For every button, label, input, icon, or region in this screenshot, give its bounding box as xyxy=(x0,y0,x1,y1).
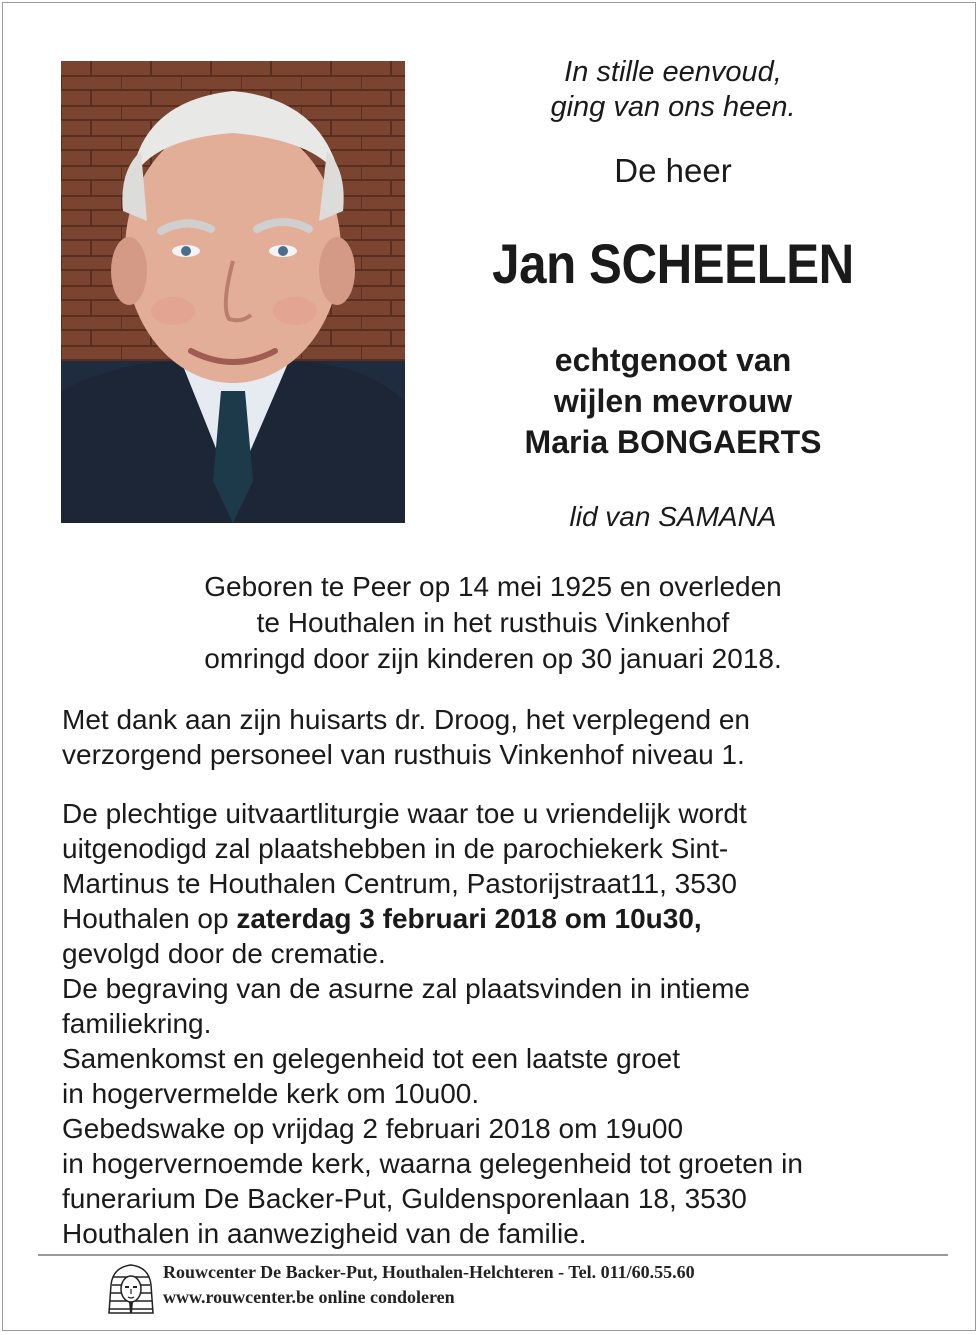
funeral-line: Houthalen in aanwezigheid van de familie. xyxy=(62,1218,587,1249)
spouse-line-1: echtgenoot van xyxy=(554,342,792,378)
funeral-line: De begraving van de asurne zal plaatsvinden in intieme xyxy=(62,973,750,1004)
obituary-card xyxy=(2,2,976,1331)
pharaoh-mask-icon xyxy=(107,1263,155,1317)
membership: lid van SAMANA xyxy=(569,501,777,532)
funeral-line-date xyxy=(62,901,942,936)
funeral-line: in hogervernoemde kerk, waarna gelegenheid tot groeten in xyxy=(62,1148,803,1179)
funeral-paragraph xyxy=(62,796,942,1251)
funeral-line: De plechtige uitvaartliturgie waar toe u vriendelijk wordt xyxy=(62,798,747,829)
deceased-name: Jan SCHEELEN xyxy=(492,232,854,295)
honorific: De heer xyxy=(614,152,732,189)
footer-divider xyxy=(38,1254,948,1256)
intro-line-2: ging van ons heen. xyxy=(550,91,796,123)
spouse-line-3: Maria BONGAERTS xyxy=(524,424,822,460)
footer-website-link[interactable]: www.rouwcenter.be online condoleren xyxy=(163,1287,455,1307)
funeral-line: in hogervermelde kerk om 10u00. xyxy=(62,1078,480,1109)
funeral-line: gevolgd door de crematie. xyxy=(62,938,386,969)
thanks-line-2: verzorgend personeel van rusthuis Vinkenhof niveau 1. xyxy=(62,739,745,770)
funeral-line: familiekring. xyxy=(62,1008,212,1039)
footer-text xyxy=(163,1260,695,1310)
funeral-line: funerarium De Backer-Put, Guldensporenlaan 18, 3530 xyxy=(62,1183,747,1214)
thanks-paragraph xyxy=(62,702,942,772)
born-line-3: omringd door zijn kinderen op 30 januari 2018. xyxy=(204,643,782,674)
thanks-line-1: Met dank aan zijn huisarts dr. Droog, het verplegend en xyxy=(62,704,750,735)
intro-line-1: In stille eenvoud, xyxy=(564,56,782,88)
funeral-date-prefix: Houthalen op xyxy=(62,903,237,934)
portrait-photo xyxy=(61,61,405,523)
spouse-line-2: wijlen mevrouw xyxy=(553,383,793,419)
birth-death-block xyxy=(43,569,943,677)
footer-contact: Rouwcenter De Backer-Put, Houthalen-Helchteren - Tel. 011/60.55.60 xyxy=(163,1262,695,1282)
born-line-1: Geboren te Peer op 14 mei 1925 en overleden xyxy=(204,571,782,602)
funeral-line: uitgenodigd zal plaatshebben in de parochiekerk Sint- xyxy=(62,833,729,864)
intro-text xyxy=(423,55,923,125)
portrait-illustration xyxy=(61,61,405,523)
spouse-block xyxy=(423,340,923,463)
born-line-2: te Houthalen in het rusthuis Vinkenhof xyxy=(256,607,730,638)
funeral-line: Martinus te Houthalen Centrum, Pastorijstraat11, 3530 xyxy=(62,868,737,899)
funeral-line: Gebedswake op vrijdag 2 februari 2018 om 19u00 xyxy=(62,1113,684,1144)
funeral-line: Samenkomst en gelegenheid tot een laatste groet xyxy=(62,1043,680,1074)
funeral-date-bold: zaterdag 3 februari 2018 om 10u30, xyxy=(236,903,702,934)
